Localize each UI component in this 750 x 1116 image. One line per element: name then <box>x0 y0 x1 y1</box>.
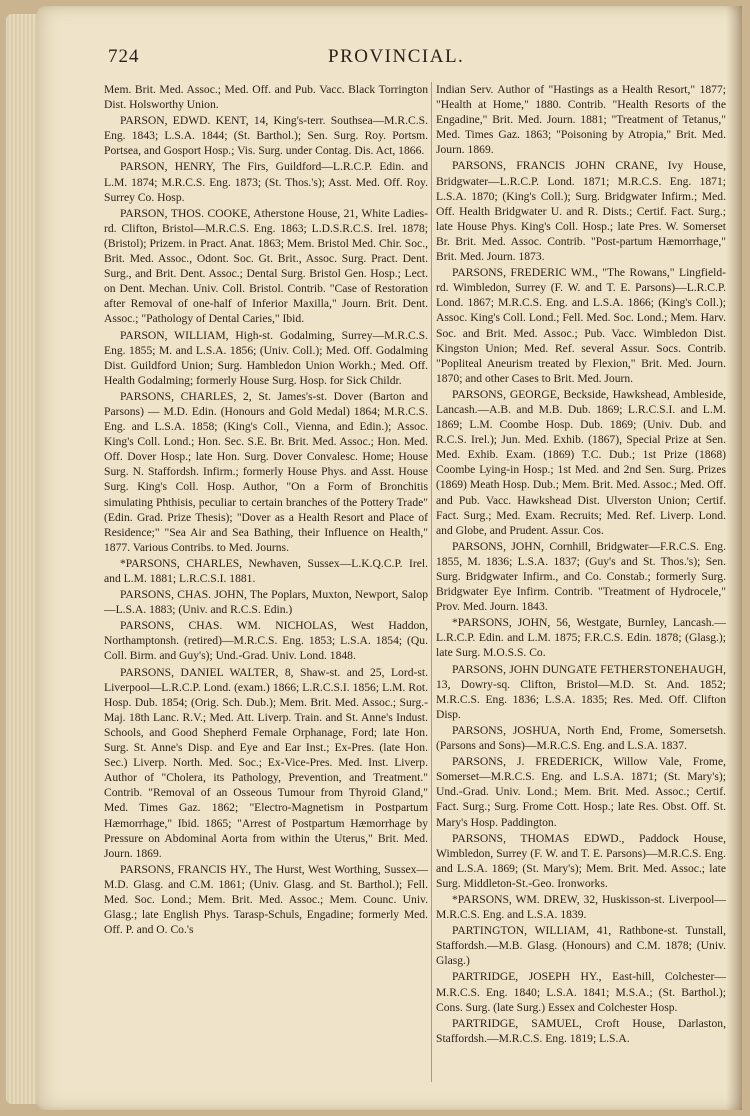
directory-entry: PARSONS, JOHN, Cornhill, Bridgwater—F.R.C.S. Eng. 1855, M. 1836; L.S.A. 1837; (Guy's and St. Thos.'s); Sen. Surg. Bridgwater Infirm., and Co. Constab.; formerly Surg. Bridgwater Eye Infirm. Contrib. "Treatment of Hydrocele," Prov. Med. Journ. 1843. <box>436 539 726 614</box>
directory-entry: PARSONS, THOMAS EDWD., Paddock House, Wimbledon, Surrey (F. W. and T. E. Parsons)—M.R.C.S. Eng. and L.S.A. 1869; (St. Mary's); Mem. Brit. Med. Assoc.; late Surg. Middleton-St.-Geo. Ironworks. <box>436 831 726 890</box>
page-number: 724 <box>108 46 140 67</box>
directory-entry: PARTINGTON, WILLIAM, 41, Rathbone-st. Tunstall, Staffordsh.—M.B. Glasg. (Honours) and C.M. 1878; (Univ. Glasg.) <box>436 924 726 968</box>
directory-entry: PARTRIDGE, JOSEPH HY., East-hill, Colchester—M.R.C.S. Eng. 1840; L.S.A. 1841; M.S.A.; (St. Barthol.); Cons. Surg. (late Surg.) Essex and Colchester Hosp. <box>436 970 726 1014</box>
directory-entry: PARSONS, JOHN DUNGATE FETHERSTONEHAUGH, 13, Dowry-sq. Clifton, Bristol—M.D. St. And. 1852; M.R.C.S. Eng. 1836; L.S.A. 1835; Res. Med. Off. Clifton Disp. <box>436 662 726 721</box>
directory-entry: PARSON, HENRY, The Firs, Guildford—L.R.C.P. Edin. and L.M. 1874; M.R.C.S. Eng. 1873; (St. Thos.'s); Asst. Med. Off. Roy. Surrey Co. Hosp. <box>104 160 428 204</box>
page-gutter <box>726 6 742 1110</box>
directory-entry: PARSONS, GEORGE, Beckside, Hawkshead, Ambleside, Lancash.—A.B. and M.B. Dub. 1869; L.R.C.S.I. and L.M. 1869; L.M. Coombe Hosp. Dub. 1869; (Univ. Dub. and R.C.S. Irel.); Jun. Med. Exhib. (1867), Special Prize at Sen. Med. Exhib. Exam. (1869) T.C. Dub.; 1st Prize (1868) Coombe Lying-in Hosp.; 1st Med. and 2nd Sen. Surg. Prizes (1869) Meath Hosp. Dub.; Mem. Brit. Med. Assoc.; Med. Off. and Pub. Vacc. Hawkshead Dist. Ulverston Union; Certif. Fact. Surg.; Med. Exam. Recruits; Med. Ref. Liverp. Lond. and Globe, and Prudent. Assur. Cos. <box>436 387 726 537</box>
directory-entry: PARSONS, J. FREDERICK, Willow Vale, Frome, Somerset—M.R.C.S. Eng. and L.S.A. 1871; (St. Mary's); Und.-Grad. Univ. Lond.; Mem. Brit. Med. Assoc.; Certif. Fact. Surg.; Surg. Frome Cott. Hosp.; late Res. Obst. Off. St. Mary's Hosp. Paddington. <box>436 755 726 829</box>
directory-entry: PARSON, WILLIAM, High-st. Godalming, Surrey—M.R.C.S. Eng. 1855; M. and L.S.A. 1856; (Univ. Coll.); Med. Off. Godalming Dist. Guildford Union; Surg. Hambledon Union Workh.; Med. Off. Health Godalming; formerly House Surg. Hosp. for Sick Childr. <box>104 328 428 387</box>
directory-entry: PARSON, THOS. COOKE, Atherstone House, 21, White Ladies-rd. Clifton, Bristol—M.R.C.S. Eng. 1863; L.D.S.R.C.S. Irel. 1878; (Bristol); Prizem. in Pract. Anat. 1863; Mem. Bristol Med. Chir. Soc., Brit. Med. Assoc., Odont. Soc. Gt. Brit., Assoc. Surg. Pract. Dent. Surg., and Brit. Dent. Assoc.; Dental Surg. Bristol Gen. Hosp.; Lect. on Dent. Mechan. Univ. Coll. Bristol. Contrib. "Case of Restoration after Removal of one-half of Inferior Maxilla," Journ. Brit. Dent. Assoc.; "Pathology of Dental Caries," Ibid. <box>104 206 428 326</box>
directory-entry: PARSONS, CHARLES, 2, St. James's-st. Dover (Barton and Parsons) — M.D. Edin. (Honours and Gold Medal) 1864; M.R.C.S. Eng. and L.S.A. 1858; (King's Coll., Vienna, and Edin.); Assoc. King's Coll. Lond.; Hon. Sec. S.E. Br. Brit. Med. Assoc.; Hon. Med. Off. Dover Hosp.; late Hon. Surg. Dover Convalesc. Home; House Surg. N. Staffordsh. Infirm.; formerly House Phys. and Asst. House Surg. King's Coll. Hosp. Author, "On a Form of Bronchitis simulating Phthisis, peculiar to certain branches of the Pottery Trade" (Edin. Grad. Prize Thesis); "Dover as a Health Resort and Place of Residence;" "Sea Air and Sea Bathing, their Influence on Health," 1877. Various Contribs. to Med. Journs. <box>104 389 428 554</box>
section-title: PROVINCIAL. <box>328 46 465 67</box>
column-divider <box>431 82 432 1082</box>
directory-entry: PARSONS, FRANCIS HY., The Hurst, West Worthing, Sussex—M.D. Glasg. and C.M. 1861; (Univ. Glasg. and St. Barthol.); Fell. Med. Soc. Lond.; Mem. Brit. Med. Assoc.; Mem. Counc. Univ. Glasg.; late English Phys. Tarasp-Schuls, Engadine; formerly Med. Off. P. and O. Co.'s <box>104 862 428 937</box>
directory-entry: Mem. Brit. Med. Assoc.; Med. Off. and Pub. Vacc. Black Torrington Dist. Holsworthy Union. <box>104 83 428 112</box>
directory-entry: PARSONS, JOSHUA, North End, Frome, Somersetsh. (Parsons and Sons)—M.R.C.S. Eng. and L.S.A. 1837. <box>436 723 726 753</box>
directory-entry: PARSONS, FREDERIC WM., "The Rowans," Lingfield-rd. Wimbledon, Surrey (F. W. and T. E. Parsons)—L.R.C.P. Lond. 1867; M.R.C.S. Eng. and L.S.A. 1866; (King's Coll.); Assoc. King's Coll. Lond.; Fell. Med. Soc. Lond.; Mem. Harv. Soc. and Brit. Med. Assoc.; Pub. Vacc. Wimbledon Dist. Kingston Union; Med. Ref. several Assur. Socs. Contrib. "Popliteal Aneurism treated by Flexion," Brit. Med. Journ. 1870; and other Cases to Brit. Med. Journ. <box>436 266 726 385</box>
directory-entry: PARSONS, DANIEL WALTER, 8, Shaw-st. and 25, Lord-st. Liverpool—L.R.C.P. Lond. (exam.) 1866; L.R.C.S.I. 1856; L.M. Rot. Hosp. Dub. 1854; (Orig. Sch. Dub.); Mem. Brit. Med. Assoc.; Surg.-Maj. 18th Lanc. R.V.; Med. Att. Liverp. Train. and St. Anne's Indust. Schools, and Good Shepherd Female Orphanage, Ford; late Hon. Surg. St. Anne's Disp. and Eye and Ear Inst.; Ex-Pres. (late Hon. Sec.) Liverp. North. Med. Soc.; Ex-Vice-Pres. Med. Inst. Liverp. Author of "Cholera, its Pathology, Prevention, and Treatment." Contrib. "Removal of an Osseous Tumour from Thyroid Gland," Med. Times Gaz. 1862; "Electro-Magnetism in Postpartum Hæmorrhage," Ibid. 1865; "Arrest of Postpartum Hæmorrhage by Pressure on Abdominal Aorta from within the Uterus," Brit. Med. Journ. 1869. <box>104 665 428 860</box>
right-column <box>436 82 726 1047</box>
directory-entry: PARTRIDGE, SAMUEL, Croft House, Darlaston, Staffordsh.—M.R.C.S. Eng. 1819; L.S.A. <box>436 1016 726 1045</box>
running-head <box>108 46 708 76</box>
directory-entry: *PARSONS, JOHN, 56, Westgate, Burnley, Lancash.—L.R.C.P. Edin. and L.M. 1875; F.R.C.S. Edin. 1878; (Glasg.); late Surg. M.O.S.S. Co. <box>436 616 726 660</box>
left-column <box>104 82 428 938</box>
directory-entry: PARSONS, CHAS. WM. NICHOLAS, West Haddon, Northamptonsh. (retired)—M.R.C.S. Eng. 1853; L.S.A. 1854; (Qu. Coll. Birm. and Guy's); Und.-Grad. Univ. Lond. 1848. <box>104 619 428 663</box>
directory-entry: PARSONS, FRANCIS JOHN CRANE, Ivy House, Bridgwater—L.R.C.P. Lond. 1871; M.R.C.S. Eng. 1871; L.S.A. 1870; (King's Coll.); Surg. Bridgwater Infirm.; Med. Off. Health Bridgwater U. and R. Dists.; Certif. Fact. Surg.; late House Phys. King's Coll. Hosp.; late Pres. W. Somerset Br. Brit. Med. Assoc. Contrib. "Post-partum Hæmorrhage," Brit. Med. Journ. 1873. <box>436 159 726 264</box>
directory-entry: *PARSONS, WM. DREW, 32, Huskisson-st. Liverpool—M.R.C.S. Eng. and L.S.A. 1839. <box>436 892 726 922</box>
directory-entry: PARSON, EDWD. KENT, 14, King's-terr. Southsea—M.R.C.S. Eng. 1843; L.S.A. 1844; (St. Barthol.); Sen. Surg. Roy. Portsm. Portsea, and Gosport Hosp.; Vis. Surg. under Contag. Dis. Act, 1866. <box>104 114 428 158</box>
directory-entry: *PARSONS, CHARLES, Newhaven, Sussex—L.K.Q.C.P. Irel. and L.M. 1881; L.R.C.S.I. 1881. <box>104 556 428 585</box>
directory-entry: PARSONS, CHAS. JOHN, The Poplars, Muxton, Newport, Salop—L.S.A. 1883; (Univ. and R.C.S. Edin.) <box>104 588 428 617</box>
directory-entry: Indian Serv. Author of "Hastings as a Health Resort," 1877; "Health at Home," 1880. Contrib. "Health Resorts of the Engadine," Brit. Med. Journ. 1881; "Treatment of Tetanus," Med. Times Gaz. 1863; "Poisoning by Atropia," Brit. Med. Journ. 1869. <box>436 83 726 157</box>
